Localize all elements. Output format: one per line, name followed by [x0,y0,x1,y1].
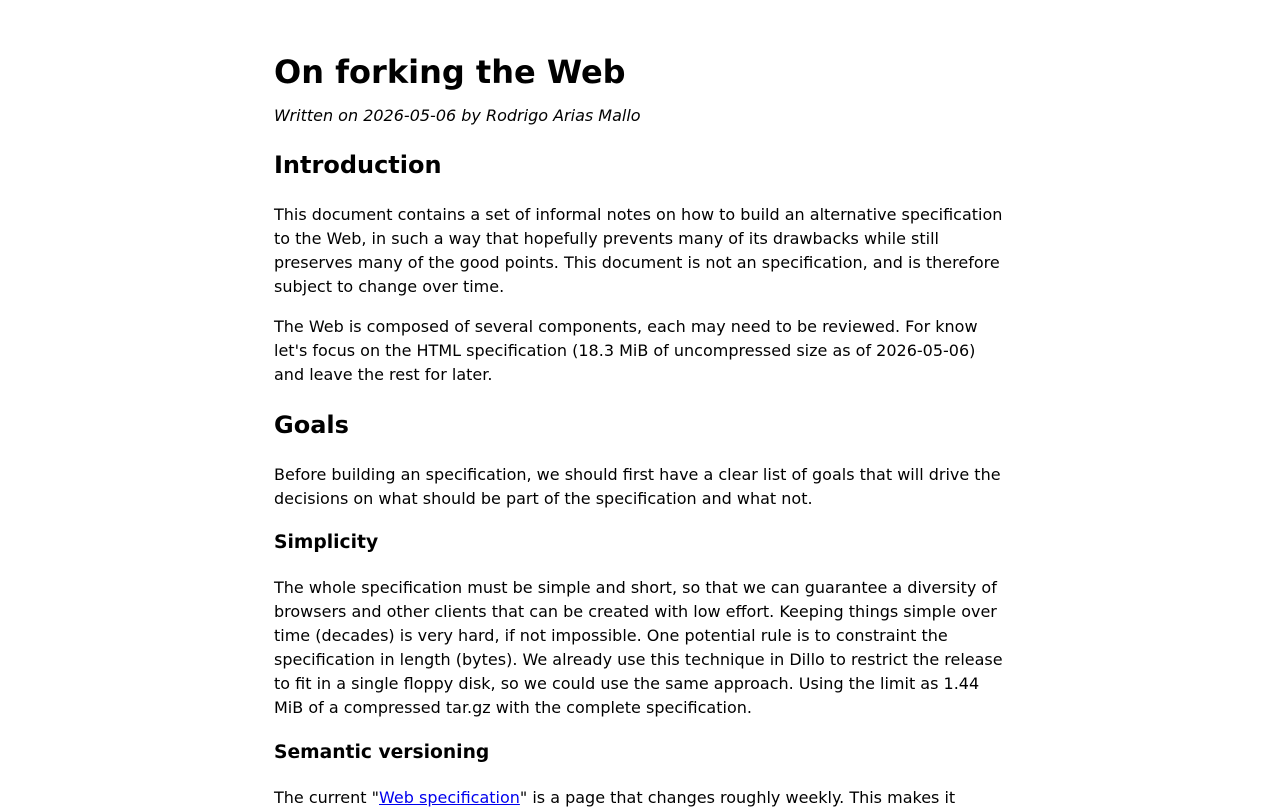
paragraph-introduction-1 [274,203,1006,299]
paragraph-line: decisions on what should be part of the specification and what not. [274,489,813,508]
paragraph-line: to the Web, in such a way that hopefully prevents many of its drawbacks while still [274,229,939,248]
paragraph-line: subject to change over time. [274,277,505,296]
text-before-link: The current " [274,788,380,807]
heading-semantic-versioning: Semantic versioning [274,742,490,763]
paragraph-semantic-versioning [274,786,1006,810]
paragraph-line: Before building an specification, we should first have a clear list of goals that will drive the [274,465,1001,484]
web-specification-link[interactable]: Web specification [379,788,520,807]
paragraph-line: specification in length (bytes). We already use this technique in Dillo to restrict the release [274,650,1003,669]
paragraph-line: browsers and other clients that can be created with low effort. Keeping things simple over [274,602,997,621]
paragraph-line: to fit in a single floppy disk, so we could use the same approach. Using the limit as 1.44 [274,674,980,693]
paragraph-line: The Web is composed of several components, each may need to be reviewed. For know [274,317,978,336]
paragraph-introduction-2 [274,315,1006,387]
heading-introduction: Introduction [274,151,442,179]
paragraph-simplicity [274,576,1006,720]
byline: Written on 2026-05-06 by Rodrigo Arias Mallo [274,106,641,125]
heading-goals: Goals [274,411,349,439]
paragraph-line: time (decades) is very hard, if not impossible. One potential rule is to constraint the [274,626,948,645]
paragraph-line: let's focus on the HTML specification (18.3 MiB of uncompressed size as of 2026-05-06) [274,341,976,360]
heading-simplicity: Simplicity [274,532,379,553]
page-title: On forking the Web [274,53,626,91]
paragraph-goals-1 [274,463,1006,511]
paragraph-line [274,786,1006,810]
paragraph-line: MiB of a compressed tar.gz with the complete specification. [274,698,752,717]
paragraph-line: This document contains a set of informal notes on how to build an alternative specification [274,205,1003,224]
paragraph-line: and leave the rest for later. [274,365,493,384]
paragraph-line: The whole specification must be simple and short, so that we can guarantee a diversity of [274,578,997,597]
paragraph-line: preserves many of the good points. This document is not an specification, and is therefore [274,253,1000,272]
text-after-link: " is a page that changes roughly weekly. This makes it [519,788,956,807]
